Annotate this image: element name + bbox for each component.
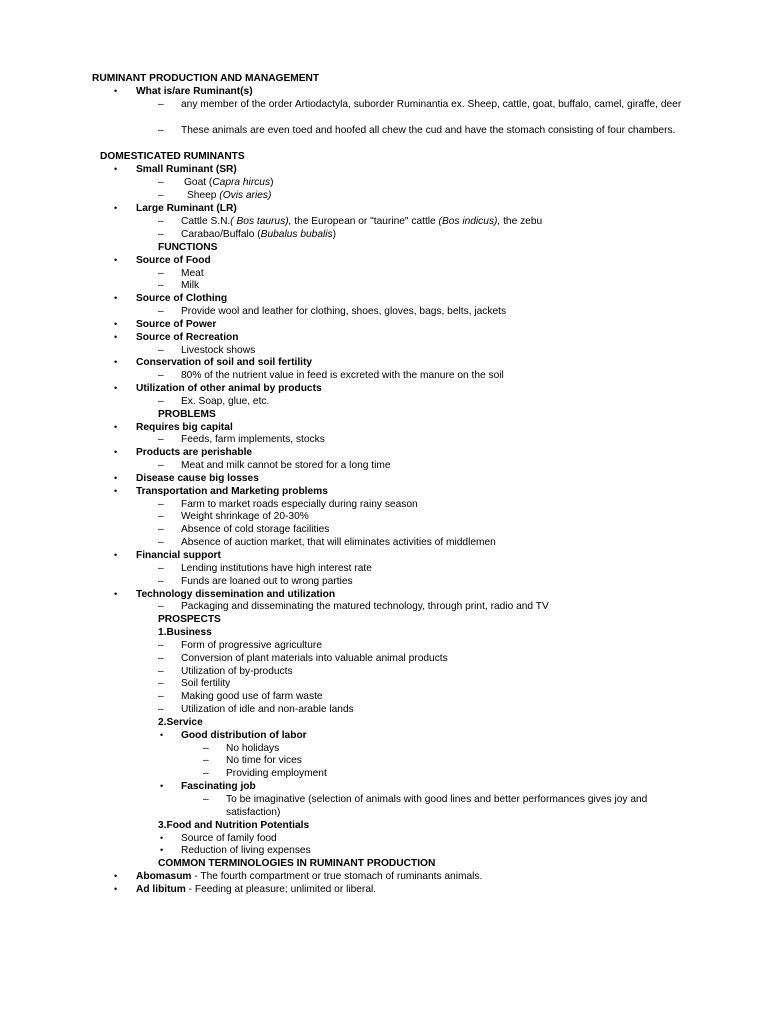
dash-marker: –: [158, 640, 164, 651]
large-ruminant-heading: Large Ruminant (LR): [136, 203, 237, 214]
service-heading: Fascinating job: [181, 781, 256, 792]
list-item: Livestock shows: [181, 345, 256, 356]
subsection-heading: 3.Food and Nutrition Potentials: [158, 820, 310, 831]
bullet-marker: •: [114, 293, 118, 303]
list-item: Providing employment: [226, 768, 327, 779]
what-is-heading: What is/are Ruminant(s): [136, 86, 253, 97]
list-item: Absence of auction market, that will eliminates activities of middlemen: [181, 537, 496, 548]
list-item: any member of the order Artiodactyla, suborder Ruminantia ex. Sheep, cattle, goat, buffalo, camel, giraffe, deer: [181, 99, 682, 110]
zebu-label: the zebu: [500, 216, 543, 227]
dash-marker: –: [158, 434, 164, 445]
problem-heading: Requires big capital: [136, 422, 233, 433]
list-item: Absence of cold storage facilities: [181, 524, 330, 535]
bullet-marker: •: [114, 550, 118, 560]
sheep-item: [187, 190, 768, 203]
list-item: Making good use of farm waste: [181, 691, 323, 702]
cattle-description: the European or "taurine" cattle: [291, 216, 439, 227]
carabao-scientific-name: Bubalus bubalis: [260, 229, 333, 240]
list-item: Provide wool and leather for clothing, shoes, gloves, bags, belts, jackets: [181, 306, 507, 317]
function-heading: Source of Power: [136, 319, 217, 330]
small-ruminant-heading: Small Ruminant (SR): [136, 164, 237, 175]
dash-marker: –: [158, 190, 164, 201]
section-heading: PROBLEMS: [158, 409, 216, 420]
term-definition: - Feeding at pleasure; unlimited or liberal.: [185, 884, 377, 895]
dash-marker: –: [203, 794, 209, 805]
list-item: No time for vices: [226, 755, 302, 766]
zebu-scientific-name: (Bos indicus),: [438, 216, 501, 227]
problem-heading: Products are perishable: [136, 447, 253, 458]
cattle-label: Cattle S.N.: [181, 216, 231, 227]
bullet-marker: •: [114, 589, 118, 599]
dash-marker: –: [158, 563, 164, 574]
bullet-marker: •: [114, 447, 118, 457]
bullet-marker: •: [114, 357, 118, 367]
bullet-marker: •: [160, 730, 164, 740]
list-item: Utilization of idle and non-arable lands: [181, 704, 354, 715]
bullet-marker: •: [114, 422, 118, 432]
dash-marker: –: [158, 216, 164, 227]
problem-heading: Transportation and Marketing problems: [136, 486, 328, 497]
section-heading: DOMESTICATED RUMINANTS: [100, 151, 245, 162]
dash-marker: –: [158, 268, 164, 279]
dash-marker: –: [158, 345, 164, 356]
bullet-marker: •: [114, 319, 118, 329]
bullet-marker: •: [160, 781, 164, 791]
bullet-marker: •: [114, 332, 118, 342]
list-item: These animals are even toed and hoofed all chew the cud and have the stomach consisting of four chambers.: [181, 125, 676, 136]
bullet-marker: •: [114, 871, 118, 881]
dash-marker: –: [158, 601, 164, 612]
goat-item: [184, 177, 768, 190]
dash-marker: –: [158, 653, 164, 664]
carabao-label: Carabao/Buffalo (: [181, 229, 261, 240]
subsection-heading: 1.Business: [158, 627, 212, 638]
document-title: RUMINANT PRODUCTION AND MANAGEMENT: [92, 73, 320, 84]
cattle-item: [181, 216, 768, 229]
dash-marker: –: [158, 280, 164, 291]
bullet-marker: •: [114, 473, 118, 483]
subsection-heading: 2.Service: [158, 717, 203, 728]
dash-marker: –: [158, 678, 164, 689]
dash-marker: –: [158, 511, 164, 522]
problem-heading: Technology dissemination and utilization: [136, 589, 336, 600]
list-item: Form of progressive agriculture: [181, 640, 322, 651]
list-item: Soil fertility: [181, 678, 231, 689]
function-heading: Utilization of other animal by products: [136, 383, 322, 394]
cattle-scientific-name: ( Bos taurus),: [230, 216, 292, 227]
dash-marker: –: [203, 755, 209, 766]
function-heading: Conservation of soil and soil fertility: [136, 357, 313, 368]
list-item: 80% of the nutrient value in feed is excreted with the manure on the soil: [181, 370, 504, 381]
problem-heading: Disease cause big losses: [136, 473, 259, 484]
bullet-marker: •: [114, 164, 118, 174]
dash-marker: –: [158, 125, 164, 136]
bullet-marker: •: [114, 383, 118, 393]
section-heading: FUNCTIONS: [158, 242, 218, 253]
sheep-label: Sheep: [187, 190, 220, 201]
list-item: Funds are loaned out to wrong parties: [181, 576, 353, 587]
bullet-marker: •: [114, 486, 118, 496]
list-item: Farm to market roads especially during rainy season: [181, 499, 418, 510]
dash-marker: –: [158, 499, 164, 510]
bullet-marker: •: [160, 845, 164, 855]
function-heading: Source of Clothing: [136, 293, 228, 304]
list-item: Ex. Soap, glue, etc.: [181, 396, 270, 407]
paren-close: ): [332, 229, 337, 240]
dash-marker: –: [158, 576, 164, 587]
problem-heading: Financial support: [136, 550, 221, 561]
list-item: Reduction of living expenses: [181, 845, 311, 856]
dash-marker: –: [158, 691, 164, 702]
terminology-item: [136, 871, 768, 884]
goat-label: Goat (: [184, 177, 213, 188]
dash-marker: –: [203, 743, 209, 754]
list-item: Milk: [181, 280, 200, 291]
dash-marker: –: [158, 524, 164, 535]
bullet-marker: •: [114, 884, 118, 894]
section-heading: COMMON TERMINOLOGIES IN RUMINANT PRODUCTION: [158, 858, 436, 869]
list-item: Lending institutions have high interest rate: [181, 563, 372, 574]
dash-marker: –: [158, 460, 164, 471]
section-heading: PROSPECTS: [158, 614, 221, 625]
term: Abomasum: [136, 871, 192, 882]
list-item: Packaging and disseminating the matured technology, through print, radio and TV: [181, 601, 549, 612]
function-heading: Source of Recreation: [136, 332, 239, 343]
list-item: Weight shrinkage of 20-30%: [181, 511, 309, 522]
list-item: Conversion of plant materials into valuable animal products: [181, 653, 448, 664]
dash-marker: –: [203, 768, 209, 779]
list-item: No holidays: [226, 743, 280, 754]
list-item: Meat: [181, 268, 204, 279]
list-item: Source of family food: [181, 833, 277, 844]
term-definition: - The fourth compartment or true stomach of ruminants animals.: [191, 871, 483, 882]
service-heading: Good distribution of labor: [181, 730, 307, 741]
bullet-marker: •: [114, 86, 118, 96]
function-heading: Source of Food: [136, 255, 211, 266]
dash-marker: –: [158, 704, 164, 715]
paren-close: ): [270, 177, 274, 188]
dash-marker: –: [158, 666, 164, 677]
dash-marker: –: [158, 177, 164, 188]
sheep-scientific-name: (Ovis aries): [219, 190, 272, 201]
list-item: Utilization of by-products: [181, 666, 293, 677]
term: Ad libitum: [136, 884, 186, 895]
dash-marker: –: [158, 396, 164, 407]
dash-marker: –: [158, 537, 164, 548]
list-item: Feeds, farm implements, stocks: [181, 434, 325, 445]
goat-scientific-name: Capra hircus: [212, 177, 271, 188]
bullet-marker: •: [114, 203, 118, 213]
list-item: To be imaginative (selection of animals with good lines and better performances gives joy and satisfaction): [226, 794, 648, 818]
terminology-item: [136, 884, 768, 897]
dash-marker: –: [158, 229, 164, 240]
bullet-marker: •: [160, 833, 164, 843]
dash-marker: –: [158, 99, 164, 110]
list-item: Meat and milk cannot be stored for a long time: [181, 460, 391, 471]
dash-marker: –: [158, 306, 164, 317]
bullet-marker: •: [114, 255, 118, 265]
dash-marker: –: [158, 370, 164, 381]
carabao-item: [181, 229, 768, 242]
